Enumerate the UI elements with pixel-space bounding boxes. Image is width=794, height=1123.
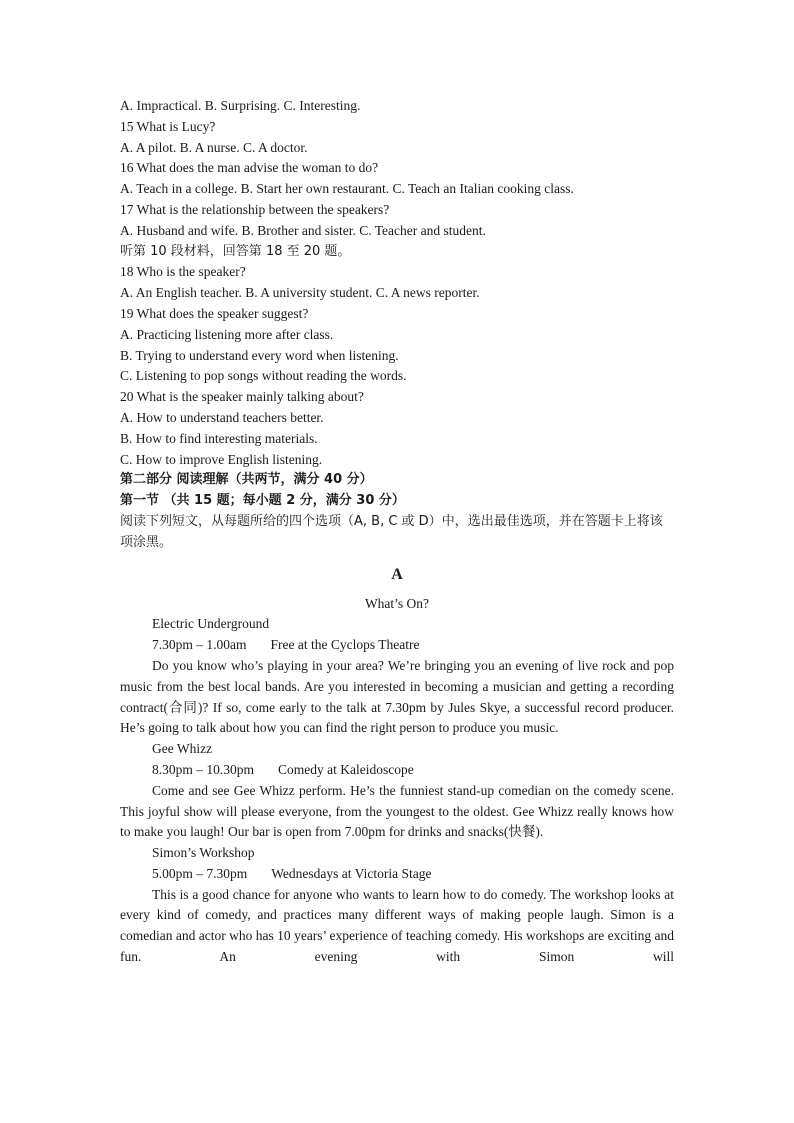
- event-name: Simon’s Workshop: [152, 845, 255, 861]
- event-description: This is a good chance for anyone who wants to learn how to do comedy. The workshop looks at every kind of comedy, and practices many different ways of making people laugh. Simon is a comedian and actor who has 10 years’ experience of teaching comedy. His workshops are exciting and fun. An evening with Simon will: [120, 886, 674, 965]
- listening-instruction: 听第 10 段材料，回答第 18 至 20 题。: [120, 243, 351, 259]
- option-line: A. A pilot. B. A nurse. C. A doctor.: [120, 139, 308, 155]
- option-line: A. Impractical. B. Surprising. C. Interesting.: [120, 98, 361, 113]
- passage-title: What’s On?: [364, 595, 430, 611]
- option-line: A. An English teacher. B. A university student. C. A news reporter.: [120, 285, 480, 301]
- option-line: A. Husband and wife. B. Brother and sister. C. Teacher and student.: [120, 222, 486, 238]
- option-line: C. How to improve English listening.: [120, 451, 323, 467]
- question-line: 19 What does the speaker suggest?: [120, 305, 309, 321]
- question-line: 16 What does the man advise the woman to do?: [120, 160, 379, 176]
- listening-questions: [120, 96, 674, 470]
- reading-instruction: 阅读下列短文，从每题所给的四个选项（A, B, C 或 D）中，选出最佳选项，并在答题卡上将该项涂黑。: [120, 513, 663, 550]
- option-line: B. Trying to understand every word when listening.: [120, 347, 399, 363]
- event-time: 8.30pm – 10.30pm: [152, 761, 255, 777]
- document-page: [120, 96, 674, 968]
- event-description: Do you know who’s playing in your area? We’re bringing you an evening of live rock and pop music from the best local bands. Are you interested in becoming a musician and getting a recording contract(合同)? If so, come early to the talk at 7.30pm by Jules Skye, a successful record producer. He’s going to talk about how you can find the right person to produce you music.: [120, 657, 674, 736]
- event-time: 7.30pm – 1.00am: [152, 637, 247, 653]
- event-name: Electric Underground: [152, 616, 270, 632]
- option-line: A. How to understand teachers better.: [120, 409, 324, 425]
- question-line: 18 Who is the speaker?: [120, 264, 246, 280]
- event-description: Come and see Gee Whizz perform. He’s the funniest stand-up comedian on the comedy scene. This joyful show will please everyone, from the youngest to the oldest. Gee Whizz really knows how to make you laugh! Our bar is open from 7.00pm for drinks and snacks(快餐).: [120, 782, 674, 840]
- question-line: 17 What is the relationship between the speakers?: [120, 201, 390, 217]
- question-line: 20 What is the speaker mainly talking about?: [120, 389, 364, 405]
- option-line: A. Practicing listening more after class.: [120, 326, 334, 342]
- option-line: C. Listening to pop songs without reading the words.: [120, 368, 407, 384]
- event-time-venue: [120, 760, 674, 781]
- event-venue: Wednesdays at Victoria Stage: [271, 865, 432, 881]
- event-time-venue: [120, 864, 674, 885]
- event-time-venue: [120, 635, 674, 656]
- option-line: B. How to find interesting materials.: [120, 430, 318, 446]
- event-name: Gee Whizz: [152, 741, 213, 757]
- event-listing: [120, 614, 674, 739]
- event-venue: Comedy at Kaleidoscope: [278, 761, 414, 777]
- section-title: 第一节 （共 15 题；每小题 2 分，满分 30 分）: [120, 493, 405, 509]
- part-title: 第二部分 阅读理解（共两节，满分 40 分）: [120, 472, 373, 488]
- passage-letter: A: [391, 565, 403, 583]
- question-line: 15 What is Lucy?: [120, 118, 216, 134]
- event-listing: [120, 843, 674, 968]
- event-time: 5.00pm – 7.30pm: [152, 865, 248, 881]
- event-listing: [120, 739, 674, 843]
- option-line: A. Teach in a college. B. Start her own restaurant. C. Teach an Italian cooking class.: [120, 181, 574, 197]
- event-venue: Free at the Cyclops Theatre: [270, 637, 420, 653]
